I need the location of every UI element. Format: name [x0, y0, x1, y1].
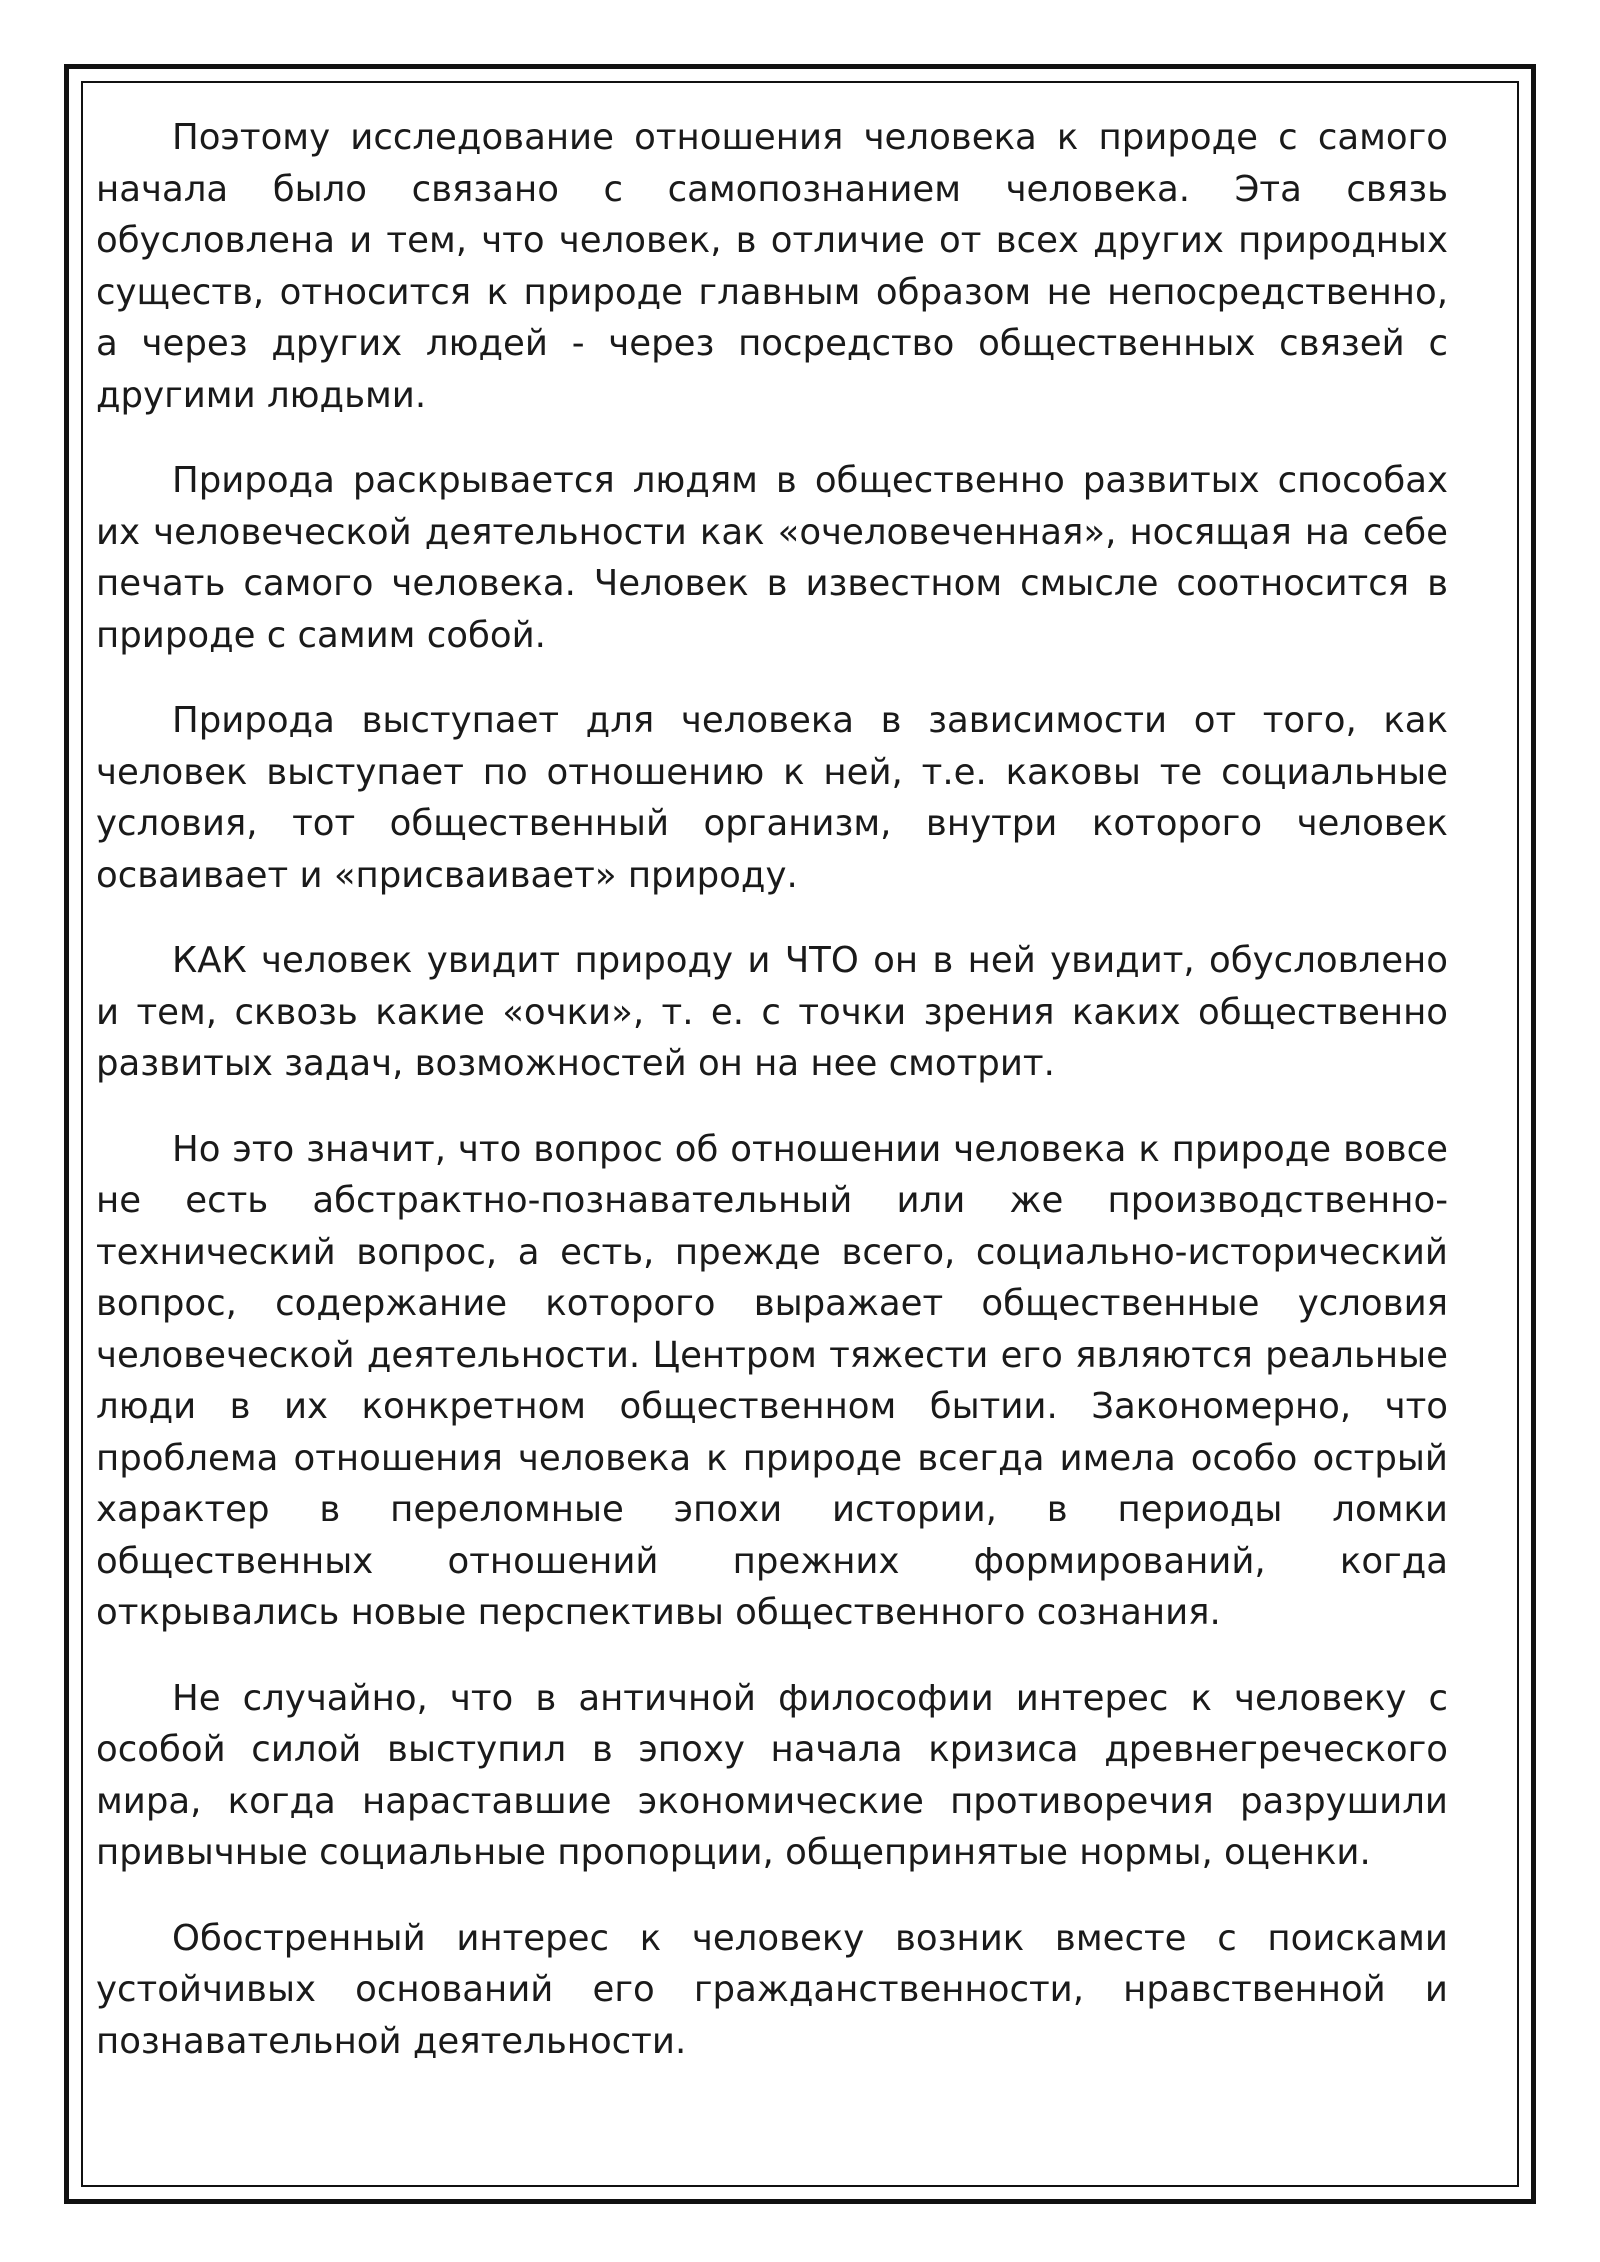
paragraph-1: Поэтому исследование отношения человека к природе с самого начала было связано с самопознанием человека. Эта связь обусловлена и тем, что человек, в отличие от всех других природных существ, относится к природе главным образом не непосредственно, а через других людей - через посредство общественных связей с другими людьми.: [96, 117, 1448, 416]
paragraph-5: Но это значит, что вопрос об отношении человека к природе вовсе не есть абстрактно-познавательный или же производственно-технический вопрос, а есть, прежде всего, социально-исторический вопрос, содержание которого выражает общественные условия человеческой деятельности. Центром тяжести его являются реальные люди в их конкретном общественном бытии. Закономерно, что проблема отношения человека к природе всегда имела особо острый характер в переломные эпохи истории, в периоды ломки общественных отношений прежних формирований, когда открывались новые перспективы общественного сознания.: [96, 1128, 1448, 1633]
document-body: [96, 112, 1448, 2101]
paragraph-7: Обостренный интерес к человеку возник вместе с поисками устойчивых оснований его гражданственности, нравственной и познавательной деятельности.: [96, 1917, 1448, 2062]
paragraph-6: Не случайно, что в античной философии интерес к человеку с особой силой выступил в эпоху начала кризиса древнегреческого мира, когда нараставшие экономические противоречия разрушили привычные социальные пропорции, общепринятые нормы, оценки.: [96, 1677, 1448, 1873]
paragraph-3: Природа выступает для человека в зависимости от того, как человек выступает по отношению к ней, т.е. каковы те социальные условия, тот общественный организм, внутри которого человек осваивает и «присваивает» природу.: [96, 700, 1448, 896]
paragraph-4: КАК человек увидит природу и ЧТО он в ней увидит, обусловлено и тем, сквозь какие «очки», т. е. с точки зрения каких общественно развитых задач, возможностей он на нее смотрит.: [96, 940, 1448, 1084]
paragraph-2: Природа раскрывается людям в общественно развитых способах их человеческой деятельности как «очеловеченная», носящая на себе печать самого человека. Человек в известном смысле соотносится в природе с самим собой.: [96, 460, 1448, 656]
